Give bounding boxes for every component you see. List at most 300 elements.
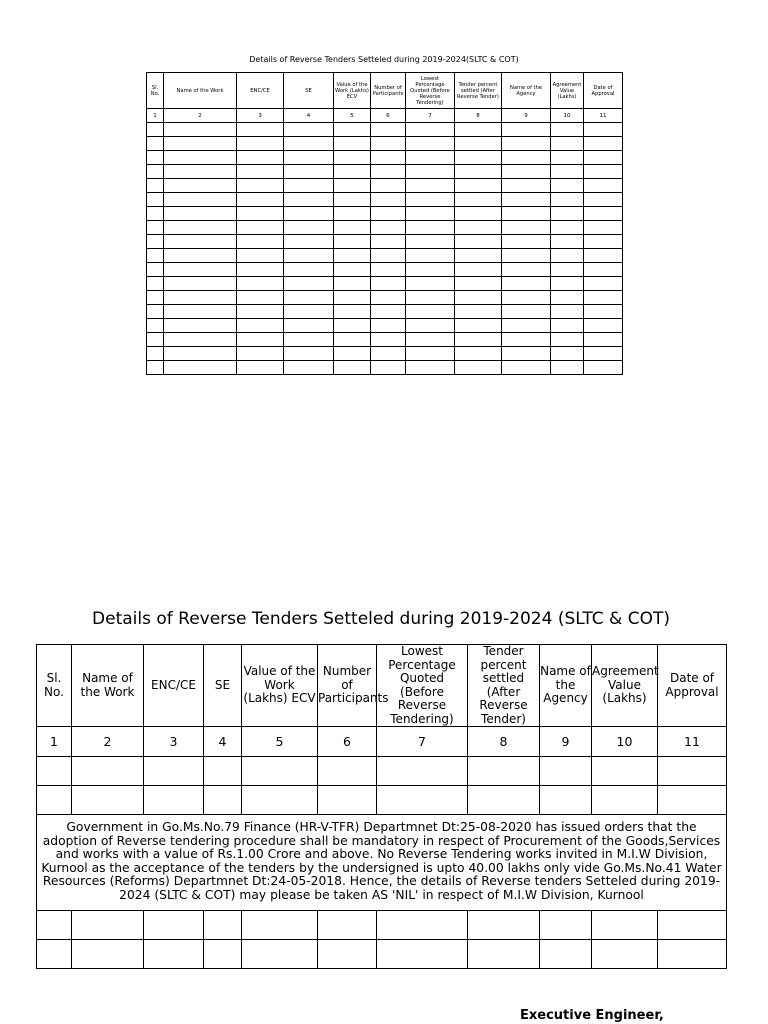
table-cell [502, 137, 551, 151]
table-cell [237, 165, 284, 179]
table-cell [455, 333, 502, 347]
nil-note: Government in Go.Ms.No.79 Finance (HR-V-TFR) Departmnet Dt:25-08-2020 has issued orders that the adoption of Reverse tendering procedure shall be mandatory in respect of Procurement of the Goods,Services and works with a value of Rs.1.00 Crore and above. No Reverse Tendering works invited in M.I.W Division, Kurnool as the acceptance of the tenders by the undersigned is upto 40.00 lakhs only vide Go.Ms.No.41 Water Resources (Reforms) Departmnet Dt:24-05-2018. Hence, the details of Reverse tenders Setteled during 2019-2024 (SLTC & COT) may please be taken AS 'NIL' in respect of M.I.W Division, Kurnool [37, 815, 727, 911]
table-cell [540, 911, 592, 940]
table-cell [584, 221, 623, 235]
table-cell [584, 319, 623, 333]
table-cell [371, 263, 406, 277]
table-cell [237, 249, 284, 263]
table-cell [237, 179, 284, 193]
table-cell [37, 940, 72, 969]
table-cell [455, 277, 502, 291]
big-table-row [37, 911, 727, 940]
table-cell [584, 179, 623, 193]
table-cell [164, 263, 237, 277]
column-header: Sl. No. [147, 73, 164, 109]
table-cell [455, 263, 502, 277]
table-cell [406, 305, 455, 319]
table-cell [584, 137, 623, 151]
table-cell [237, 319, 284, 333]
table-cell [334, 207, 371, 221]
table-cell [406, 179, 455, 193]
table-cell [204, 940, 242, 969]
table-cell [164, 361, 237, 375]
table-cell [334, 361, 371, 375]
table-cell [455, 235, 502, 249]
table-cell [237, 333, 284, 347]
table-cell [584, 123, 623, 137]
big-table-number-row [37, 727, 727, 757]
column-header: Lowest Percentage Quoted (Before Reverse Tendering) [406, 73, 455, 109]
table-cell [164, 207, 237, 221]
table-cell [584, 263, 623, 277]
table-cell [551, 137, 584, 151]
table-cell [406, 193, 455, 207]
table-cell [284, 361, 334, 375]
table-cell [164, 305, 237, 319]
table-cell [147, 235, 164, 249]
column-number-cell: 7 [377, 727, 468, 757]
table-cell [147, 207, 164, 221]
table-cell [584, 249, 623, 263]
table-cell [164, 347, 237, 361]
small-table-title: Details of Reverse Tenders Setteled during 2019-2024(SLTC & COT) [249, 55, 519, 64]
column-header: Tender percent settled (After Reverse Tender) [468, 645, 540, 727]
column-number-cell: 10 [551, 109, 584, 123]
table-cell [377, 757, 468, 786]
table-cell [37, 911, 72, 940]
table-cell [284, 235, 334, 249]
table-cell [468, 911, 540, 940]
table-cell [658, 757, 727, 786]
column-header: SE [204, 645, 242, 727]
table-cell [237, 361, 284, 375]
table-cell [334, 291, 371, 305]
column-number-cell: 7 [406, 109, 455, 123]
column-header: Name of the Work [72, 645, 144, 727]
table-row [147, 361, 623, 375]
table-cell [455, 347, 502, 361]
table-cell [455, 319, 502, 333]
table-cell [242, 940, 318, 969]
big-table-header-row [37, 645, 727, 727]
table-cell [468, 786, 540, 815]
table-cell [584, 305, 623, 319]
table-cell [371, 207, 406, 221]
table-cell [502, 263, 551, 277]
table-cell [584, 193, 623, 207]
table-cell [284, 333, 334, 347]
table-row [147, 249, 623, 263]
table-cell [502, 151, 551, 165]
table-cell [371, 319, 406, 333]
column-number-cell: 11 [584, 109, 623, 123]
table-cell [502, 123, 551, 137]
table-cell [584, 291, 623, 305]
table-cell [37, 757, 72, 786]
column-number-cell: 5 [334, 109, 371, 123]
table-row [147, 221, 623, 235]
column-header: Sl. No. [37, 645, 72, 727]
table-cell [551, 277, 584, 291]
table-cell [237, 263, 284, 277]
table-cell [584, 165, 623, 179]
column-number-cell: 2 [72, 727, 144, 757]
table-cell [502, 165, 551, 179]
table-cell [371, 361, 406, 375]
table-cell [284, 249, 334, 263]
column-number-cell: 3 [144, 727, 204, 757]
table-cell [334, 249, 371, 263]
table-cell [540, 757, 592, 786]
big-table-row [37, 786, 727, 815]
table-cell [164, 137, 237, 151]
table-cell [502, 361, 551, 375]
table-cell [164, 179, 237, 193]
table-cell [584, 347, 623, 361]
table-cell [551, 207, 584, 221]
column-header: Number of Participants [318, 645, 377, 727]
table-cell [455, 165, 502, 179]
table-cell [284, 319, 334, 333]
column-header: Name of the Agency [502, 73, 551, 109]
column-header: ENC/CE [144, 645, 204, 727]
table-cell [284, 123, 334, 137]
table-cell [371, 347, 406, 361]
table-cell [284, 291, 334, 305]
column-header: Name of the Work [164, 73, 237, 109]
table-cell [164, 165, 237, 179]
table-cell [284, 347, 334, 361]
table-cell [164, 193, 237, 207]
table-cell [284, 305, 334, 319]
table-cell [468, 940, 540, 969]
table-cell [164, 277, 237, 291]
table-cell [406, 347, 455, 361]
column-number-cell: 8 [455, 109, 502, 123]
table-cell [164, 319, 237, 333]
table-cell [502, 333, 551, 347]
table-cell [147, 179, 164, 193]
table-cell [371, 123, 406, 137]
table-cell [237, 235, 284, 249]
table-cell [147, 165, 164, 179]
table-cell [147, 333, 164, 347]
table-cell [242, 911, 318, 940]
table-cell [551, 319, 584, 333]
table-cell [284, 263, 334, 277]
table-row [147, 347, 623, 361]
column-header: Agreement Value (Lakhs) [592, 645, 658, 727]
big-reverse-tenders-table [36, 644, 727, 969]
column-header: Lowest Percentage Quoted (Before Reverse Tendering) [377, 645, 468, 727]
table-cell [371, 165, 406, 179]
table-cell [406, 165, 455, 179]
column-number-cell: 10 [592, 727, 658, 757]
table-cell [334, 305, 371, 319]
table-cell [455, 361, 502, 375]
table-cell [502, 277, 551, 291]
table-cell [551, 123, 584, 137]
table-cell [551, 333, 584, 347]
table-cell [584, 207, 623, 221]
table-cell [371, 305, 406, 319]
table-cell [455, 151, 502, 165]
table-cell [164, 249, 237, 263]
table-row [147, 165, 623, 179]
table-row [147, 123, 623, 137]
table-cell [237, 151, 284, 165]
table-row [147, 277, 623, 291]
table-cell [592, 940, 658, 969]
table-cell [242, 757, 318, 786]
table-cell [371, 137, 406, 151]
table-cell [147, 277, 164, 291]
column-header: Number of Participants [371, 73, 406, 109]
table-cell [406, 361, 455, 375]
table-cell [147, 123, 164, 137]
table-cell [237, 347, 284, 361]
table-cell [147, 319, 164, 333]
table-cell [334, 165, 371, 179]
table-cell [551, 151, 584, 165]
table-cell [318, 786, 377, 815]
table-cell [371, 291, 406, 305]
table-cell [164, 123, 237, 137]
table-cell [551, 249, 584, 263]
table-cell [284, 151, 334, 165]
table-cell [237, 207, 284, 221]
table-cell [72, 940, 144, 969]
table-cell [551, 291, 584, 305]
table-cell [284, 277, 334, 291]
column-number-cell: 9 [540, 727, 592, 757]
table-cell [455, 305, 502, 319]
table-row [147, 151, 623, 165]
table-cell [334, 221, 371, 235]
column-number-cell: 6 [318, 727, 377, 757]
table-cell [502, 179, 551, 193]
table-row [147, 207, 623, 221]
table-cell [144, 911, 204, 940]
table-cell [540, 786, 592, 815]
column-header: Tender percent settled (After Reverse Tender) [455, 73, 502, 109]
table-cell [237, 193, 284, 207]
table-cell [406, 207, 455, 221]
table-cell [502, 291, 551, 305]
table-cell [658, 911, 727, 940]
table-cell [540, 940, 592, 969]
table-cell [502, 305, 551, 319]
table-cell [406, 123, 455, 137]
table-cell [284, 137, 334, 151]
table-cell [318, 911, 377, 940]
table-cell [334, 333, 371, 347]
table-row [147, 333, 623, 347]
table-cell [406, 249, 455, 263]
table-cell [592, 757, 658, 786]
column-header: Agreement Value (Lakhs) [551, 73, 584, 109]
column-header: ENC/CE [237, 73, 284, 109]
table-cell [592, 786, 658, 815]
big-table-note-row [37, 815, 727, 911]
table-cell [237, 137, 284, 151]
table-cell [377, 940, 468, 969]
table-cell [406, 333, 455, 347]
table-cell [318, 757, 377, 786]
table-cell [147, 291, 164, 305]
table-row [147, 137, 623, 151]
table-cell [468, 757, 540, 786]
column-header: Value of the Work (Lakhs) ECV [242, 645, 318, 727]
table-cell [237, 291, 284, 305]
table-cell [147, 249, 164, 263]
table-cell [371, 151, 406, 165]
table-cell [237, 305, 284, 319]
table-cell [455, 179, 502, 193]
big-table-row [37, 940, 727, 969]
table-cell [371, 277, 406, 291]
table-cell [406, 221, 455, 235]
table-cell [377, 911, 468, 940]
table-cell [334, 263, 371, 277]
table-cell [406, 137, 455, 151]
column-header: Name of the Agency [540, 645, 592, 727]
table-cell [551, 179, 584, 193]
table-cell [237, 123, 284, 137]
table-cell [334, 179, 371, 193]
table-cell [284, 165, 334, 179]
table-cell [204, 911, 242, 940]
table-cell [144, 940, 204, 969]
table-cell [455, 249, 502, 263]
column-number-cell: 8 [468, 727, 540, 757]
table-cell [164, 235, 237, 249]
table-cell [455, 137, 502, 151]
small-table-number-row [147, 109, 623, 123]
table-cell [284, 179, 334, 193]
column-number-cell: 1 [147, 109, 164, 123]
table-cell [551, 235, 584, 249]
table-cell [147, 263, 164, 277]
big-table-row [37, 757, 727, 786]
table-cell [551, 305, 584, 319]
table-cell [584, 235, 623, 249]
table-cell [72, 757, 144, 786]
table-cell [164, 291, 237, 305]
column-number-cell: 4 [204, 727, 242, 757]
table-cell [584, 277, 623, 291]
table-cell [455, 123, 502, 137]
big-table-title: Details of Reverse Tenders Setteled during 2019-2024 (SLTC & COT) [92, 609, 670, 629]
table-cell [455, 291, 502, 305]
table-cell [318, 940, 377, 969]
table-cell [147, 193, 164, 207]
table-cell [371, 221, 406, 235]
table-cell [147, 221, 164, 235]
table-cell [406, 319, 455, 333]
table-row [147, 263, 623, 277]
table-cell [147, 305, 164, 319]
table-cell [658, 786, 727, 815]
table-cell [237, 221, 284, 235]
table-cell [164, 221, 237, 235]
table-cell [334, 151, 371, 165]
table-cell [147, 361, 164, 375]
column-number-cell: 2 [164, 109, 237, 123]
table-cell [371, 249, 406, 263]
table-cell [455, 207, 502, 221]
table-cell [658, 940, 727, 969]
table-cell [371, 333, 406, 347]
table-cell [502, 347, 551, 361]
table-cell [371, 179, 406, 193]
table-cell [584, 333, 623, 347]
table-cell [204, 757, 242, 786]
column-header: Date of Approval [584, 73, 623, 109]
table-cell [237, 277, 284, 291]
table-cell [406, 291, 455, 305]
table-cell [502, 249, 551, 263]
column-header: Date of Approval [658, 645, 727, 727]
table-cell [551, 193, 584, 207]
table-cell [551, 263, 584, 277]
table-cell [455, 221, 502, 235]
table-cell [144, 757, 204, 786]
table-cell [551, 165, 584, 179]
table-cell [284, 221, 334, 235]
column-number-cell: 5 [242, 727, 318, 757]
table-cell [144, 786, 204, 815]
table-cell [334, 277, 371, 291]
column-number-cell: 3 [237, 109, 284, 123]
table-cell [334, 319, 371, 333]
table-cell [502, 221, 551, 235]
table-cell [584, 361, 623, 375]
table-cell [147, 347, 164, 361]
table-row [147, 305, 623, 319]
table-cell [406, 151, 455, 165]
table-cell [284, 207, 334, 221]
column-number-cell: 4 [284, 109, 334, 123]
table-cell [377, 786, 468, 815]
table-cell [406, 277, 455, 291]
signature: Executive Engineer, [520, 1008, 664, 1023]
table-cell [551, 361, 584, 375]
table-cell [406, 235, 455, 249]
table-cell [406, 263, 455, 277]
table-row [147, 179, 623, 193]
table-cell [551, 221, 584, 235]
table-row [147, 193, 623, 207]
table-cell [242, 786, 318, 815]
column-header: Value of the Work (Lakhs) ECV [334, 73, 371, 109]
table-cell [551, 347, 584, 361]
column-number-cell: 6 [371, 109, 406, 123]
column-number-cell: 1 [37, 727, 72, 757]
table-row [147, 235, 623, 249]
table-cell [334, 123, 371, 137]
table-cell [502, 207, 551, 221]
table-cell [334, 193, 371, 207]
table-cell [204, 786, 242, 815]
table-cell [592, 911, 658, 940]
table-cell [147, 137, 164, 151]
table-cell [502, 319, 551, 333]
table-cell [502, 235, 551, 249]
table-cell [147, 151, 164, 165]
small-reverse-tenders-table [146, 72, 623, 375]
column-header: SE [284, 73, 334, 109]
